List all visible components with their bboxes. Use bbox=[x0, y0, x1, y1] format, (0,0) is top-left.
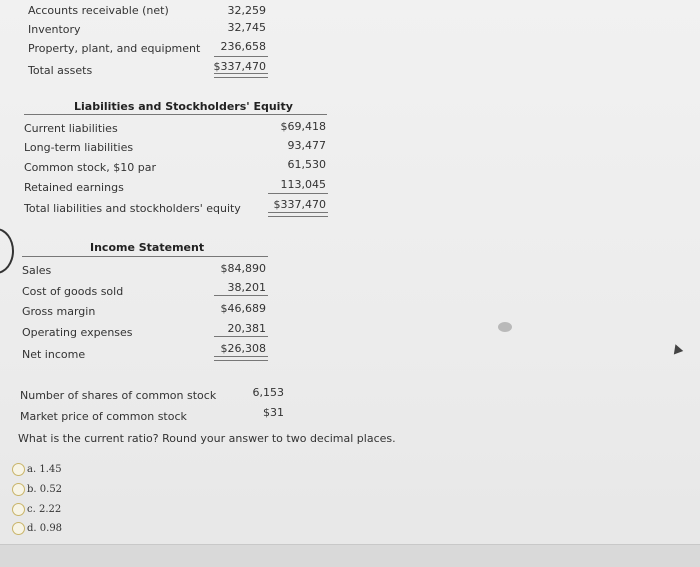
liabilities-value-4: $337,470 bbox=[273, 198, 326, 211]
income-label-1: Cost of goods sold bbox=[22, 285, 124, 298]
liabilities-label-3: Retained earnings bbox=[24, 181, 124, 194]
income-value-3: 20,381 bbox=[227, 322, 266, 335]
income-opex-rule bbox=[214, 336, 268, 337]
option-d[interactable] bbox=[12, 521, 62, 535]
question-text: What is the current ratio? Round your answer to two decimal places. bbox=[18, 432, 396, 445]
assets-value-1: 32,745 bbox=[227, 21, 266, 34]
income-label-2: Gross margin bbox=[22, 305, 96, 318]
liabilities-label-1: Long-term liabilities bbox=[24, 141, 134, 154]
income-value-1: 38,201 bbox=[227, 281, 266, 294]
income-label-0: Sales bbox=[22, 264, 52, 277]
income-value-2: $46,689 bbox=[220, 302, 266, 315]
mouse-cursor-icon bbox=[671, 343, 683, 355]
assets-value-3: $337,470 bbox=[213, 60, 266, 73]
option-b[interactable] bbox=[12, 482, 62, 496]
radio-circle-icon[interactable] bbox=[12, 483, 25, 496]
assets-label-3: Total assets bbox=[28, 64, 93, 77]
liabilities-value-2: 61,530 bbox=[287, 158, 326, 171]
income-cogs-rule bbox=[214, 295, 268, 296]
option-letter: d. bbox=[27, 522, 37, 534]
assets-value-2: 236,658 bbox=[220, 40, 266, 53]
income-value-0: $84,890 bbox=[220, 262, 266, 275]
price-value: $31 bbox=[263, 406, 284, 419]
liabilities-label-0: Current liabilities bbox=[24, 122, 118, 135]
income-title: Income Statement bbox=[90, 241, 205, 254]
liabilities-label-4: Total liabilities and stockholders' equity bbox=[24, 202, 241, 215]
liabilities-title: Liabilities and Stockholders' Equity bbox=[74, 100, 293, 113]
income-total-rule bbox=[214, 356, 268, 361]
option-value: 0.52 bbox=[39, 483, 63, 495]
liabilities-subtotal-rule bbox=[268, 193, 328, 194]
income-label-3: Operating expenses bbox=[22, 326, 133, 339]
assets-label-1: Inventory bbox=[28, 23, 81, 36]
option-value: 1.45 bbox=[39, 463, 62, 475]
option-letter: c. bbox=[27, 503, 36, 515]
liabilities-title-rule bbox=[24, 114, 327, 115]
assets-total-rule bbox=[214, 73, 268, 78]
liabilities-total-rule bbox=[268, 212, 328, 217]
option-letter: b. bbox=[27, 483, 37, 495]
shares-label: Number of shares of common stock bbox=[20, 389, 217, 402]
assets-value-0: 32,259 bbox=[227, 4, 266, 17]
assets-subtotal-rule bbox=[214, 56, 268, 57]
liabilities-value-0: $69,418 bbox=[280, 120, 326, 133]
option-value: 2.22 bbox=[38, 503, 62, 515]
liabilities-label-2: Common stock, $10 par bbox=[24, 161, 156, 174]
price-label: Market price of common stock bbox=[20, 410, 187, 423]
liabilities-value-3: 113,045 bbox=[280, 178, 326, 191]
bottom-bezel bbox=[0, 544, 700, 567]
assets-label-0: Accounts receivable (net) bbox=[28, 4, 169, 17]
radio-circle-icon[interactable] bbox=[12, 463, 25, 476]
shares-value: 6,153 bbox=[252, 386, 284, 399]
option-c[interactable] bbox=[12, 502, 61, 516]
screen-smudge bbox=[498, 322, 512, 332]
income-label-4: Net income bbox=[22, 348, 86, 361]
option-a[interactable] bbox=[12, 462, 62, 476]
option-value: 0.98 bbox=[39, 522, 63, 534]
option-letter: a. bbox=[27, 463, 37, 475]
radio-circle-icon[interactable] bbox=[12, 522, 25, 535]
assets-label-2: Property, plant, and equipment bbox=[28, 42, 201, 55]
radio-circle-icon[interactable] bbox=[12, 503, 25, 516]
bracket-mark bbox=[0, 228, 14, 274]
income-title-rule bbox=[22, 256, 268, 257]
income-value-4: $26,308 bbox=[220, 342, 266, 355]
liabilities-value-1: 93,477 bbox=[287, 139, 326, 152]
